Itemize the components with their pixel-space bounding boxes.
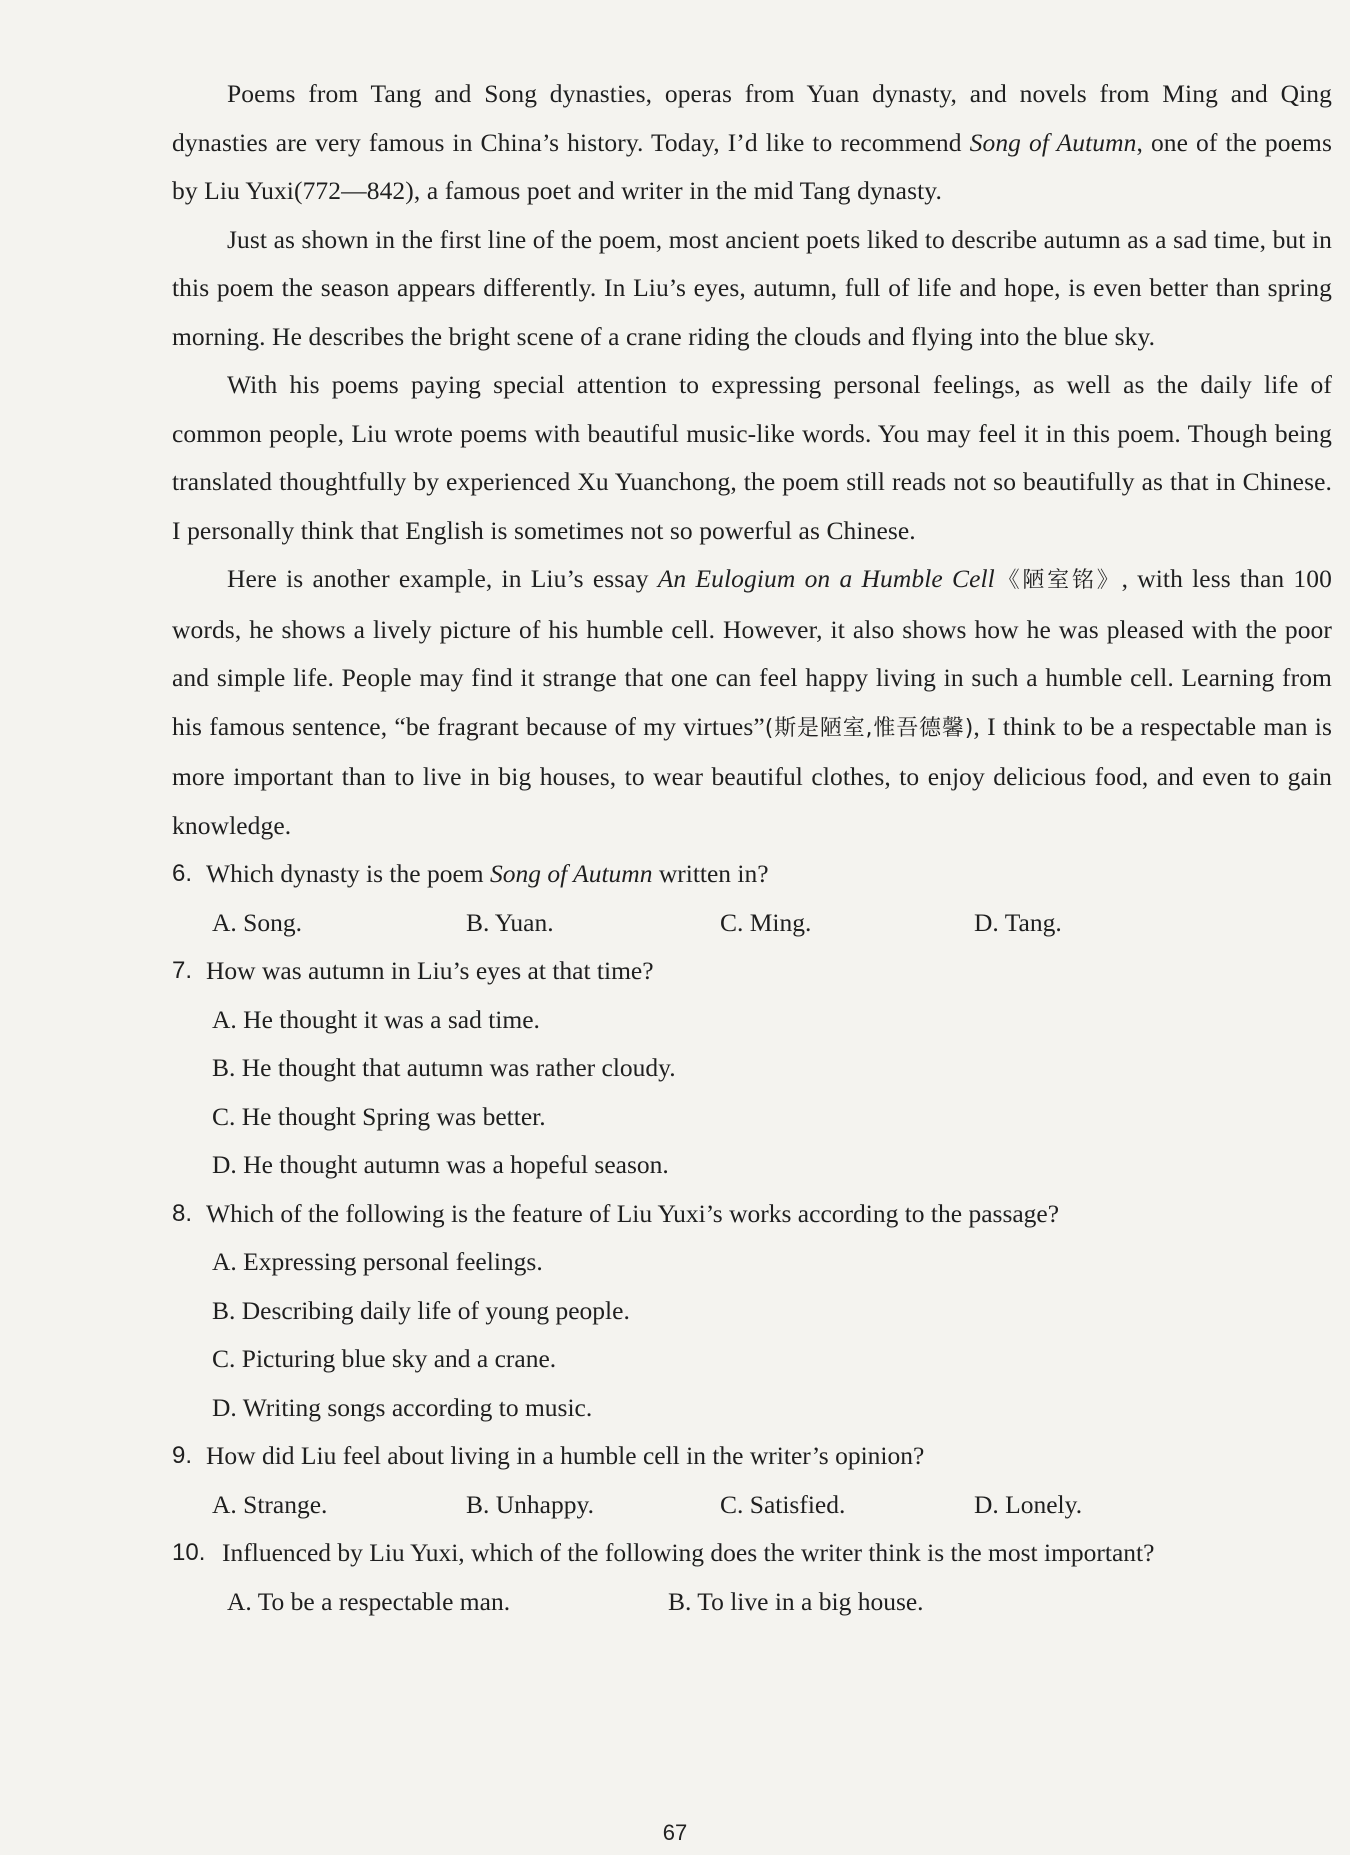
option-a[interactable]: A. To be a respectable man. bbox=[227, 1586, 511, 1616]
question-number: 6. bbox=[172, 860, 193, 887]
essay-title: An Eulogium on a Humble Cell bbox=[657, 564, 995, 593]
paragraph-text: , with less than 100 words, he shows a lively picture of his humble cell. However, it also shows how he was pleased with the poor and simple life. People may find it strange that one can feel happy living in such a humble cell. Learning from his famous sentence, “be fragrant because of my virtues” bbox=[172, 564, 1332, 741]
question-number: 9. bbox=[172, 1442, 193, 1469]
option-b[interactable]: B. He thought that autumn was rather cloudy. bbox=[212, 1053, 676, 1082]
question-text: How was autumn in Liu’s eyes at that time? bbox=[206, 956, 654, 985]
option-b[interactable]: B. Unhappy. bbox=[466, 1489, 594, 1519]
question-9 bbox=[172, 1432, 1332, 1481]
question-7 bbox=[172, 947, 1332, 996]
option-c[interactable]: C. Ming. bbox=[720, 907, 812, 937]
question-text: Which dynasty is the poem Song of Autumn written in? bbox=[206, 859, 769, 888]
essay-title-chinese: 《陋室铭》 bbox=[994, 568, 1122, 593]
option-a[interactable]: A. He thought it was a sad time. bbox=[212, 1004, 540, 1034]
paragraph-text: Poems from Tang and Song dynasties, operas from Yuan dynasty, and novels from Ming and Qing dynasties are very famous in China’s history. Today, I’d like to recommend bbox=[172, 79, 1332, 157]
poem-title: Song of Autumn bbox=[969, 127, 1137, 157]
passage-paragraph-4 bbox=[172, 555, 1332, 850]
page-content bbox=[172, 70, 1332, 1626]
option-c[interactable]: C. Satisfied. bbox=[720, 1489, 846, 1519]
option-b[interactable]: B. Describing daily life of young people. bbox=[212, 1295, 630, 1325]
question-8-options bbox=[172, 1238, 1332, 1432]
paragraph-text: , I think to be a respectable man is more important than to live in big houses, to wear beautiful clothes, to enjoy delicious food, and even to gain knowledge. bbox=[172, 711, 1332, 840]
page-number: 67 bbox=[662, 1820, 688, 1845]
option-b[interactable]: B. To live in a big house. bbox=[668, 1586, 924, 1616]
option-d[interactable]: D. Writing songs according to music. bbox=[212, 1392, 593, 1422]
option-b[interactable]: B. Yuan. bbox=[466, 907, 554, 937]
question-text: Influenced by Liu Yuxi, which of the following does the writer think is the most important? bbox=[222, 1538, 1155, 1567]
option-a[interactable]: A. Strange. bbox=[212, 1489, 328, 1519]
passage-paragraph-3: With his poems paying special attention to expressing personal feelings, as well as the daily life of common people, Liu wrote poems with beautiful music-like words. You may feel it in this poem. Though being translated thoughtfully by experienced Xu Yuanchong, the poem still reads not so beautifully as that in Chinese. I personally think that English is sometimes not so powerful as Chinese. bbox=[172, 370, 1332, 545]
option-c[interactable]: C. Picturing blue sky and a crane. bbox=[212, 1344, 557, 1373]
passage-paragraph-2: Just as shown in the first line of the poem, most ancient poets liked to describe autumn as a sad time, but in this poem the season appears differently. In Liu’s eyes, autumn, full of life and hope, is even better than spring morning. He describes the bright scene of a crane riding the clouds and flying into the blue sky. bbox=[172, 224, 1332, 351]
quote-chinese: (斯是陋室,惟吾德馨) bbox=[764, 715, 974, 741]
question-number: 8. bbox=[172, 1199, 193, 1227]
question-9-options bbox=[172, 1481, 1332, 1530]
paragraph-text: Here is another example, in Liu’s essay bbox=[227, 564, 658, 593]
question-10-options bbox=[172, 1578, 1332, 1627]
option-d[interactable]: D. Tang. bbox=[974, 907, 1062, 937]
option-a[interactable]: A. Song. bbox=[212, 907, 302, 937]
option-c[interactable]: C. He thought Spring was better. bbox=[212, 1101, 546, 1131]
question-number: 10. bbox=[172, 1539, 206, 1566]
question-8 bbox=[172, 1190, 1332, 1239]
passage-paragraph-1 bbox=[172, 70, 1332, 216]
question-6 bbox=[172, 850, 1332, 899]
question-text: How did Liu feel about living in a humble cell in the writer’s opinion? bbox=[206, 1441, 925, 1470]
paragraph-text: , one of the poems by Liu Yuxi(772—842), a famous poet and writer in the mid Tang dynasty. bbox=[172, 127, 1332, 205]
option-a[interactable]: A. Expressing personal feelings. bbox=[212, 1247, 543, 1276]
question-text: Which of the following is the feature of Liu Yuxi’s works according to the passage? bbox=[206, 1198, 1060, 1228]
option-d[interactable]: D. Lonely. bbox=[974, 1489, 1083, 1519]
option-d[interactable]: D. He thought autumn was a hopeful season. bbox=[212, 1150, 669, 1179]
question-list bbox=[172, 850, 1332, 1626]
question-10 bbox=[172, 1529, 1332, 1578]
question-7-options bbox=[172, 996, 1332, 1190]
question-number: 7. bbox=[172, 957, 193, 984]
question-6-options bbox=[172, 899, 1332, 948]
